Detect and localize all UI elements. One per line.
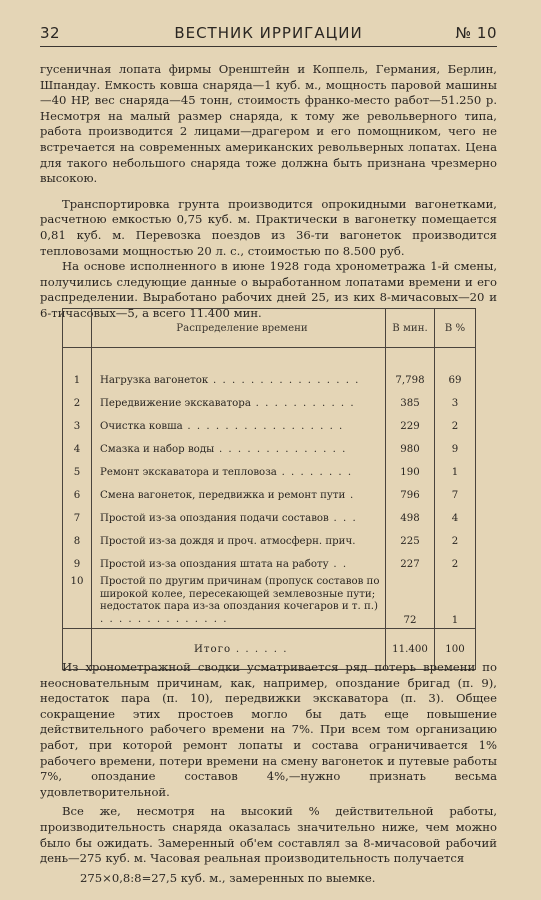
paragraph-productivity: Все же, несмотря на высокий % действительной работы, производительность снаряда оказалась значительно ниже, чем можно было бы ожидать. Замеренный об'ем составлял за 8-мичасовой рабочий день—275 куб. м. Часовая реальная производительность получается [40,804,497,866]
row-number: 3 [63,409,92,432]
row-minutes: 7,798 [386,348,435,387]
row-label: Простой по другим причинам (пропуск составов по широкой колее, пересекающей землевозные пути; недостаток пара из-за опоздания кочегаров и т. п.) [100,576,380,613]
paragraph-transport: Транспортировка грунта производится опрокидными вагонетками, расчетною емкостью 0,75 куб. м. Практически в вагонетку помещается 0,81 куб. м. Перевозка поездов из 36-ти вагонеток производится тепловозами мощностью 20 л. с., стоимостью по 8.500 руб. [40,196,497,258]
row-minutes: 227 [386,547,435,570]
row-minutes: 229 [386,409,435,432]
header-distribution: Распределение времени [92,309,386,348]
leader-dots: . . . . . . . . . . . . . . [214,444,347,455]
table-row [63,386,475,409]
leader-dots: . . . . . . [231,643,288,655]
leader-dots: . . [328,559,348,570]
header-percent: В % [435,309,476,348]
header-minutes: В мин. [386,309,435,348]
leader-dots: . . . . . . . . . . . [250,398,356,409]
row-label: Простой из-за опоздания подачи составов [100,513,329,524]
row-minutes: 980 [386,432,435,455]
row-number: 5 [63,455,92,478]
row-minutes: 385 [386,386,435,409]
paragraph-excavator: гусеничная лопата фирмы Оренштейн и Коппель, Германия, Берлин, Шпандау. Емкость ковша снаряда—1 куб. м., мощность паровой машины—40 HP, вес снаряда—45 тонн, стоимость франко-место работ—51.250 р. Несмотря на малый размер снаряда, к тому же револьверного типа, работа производится 2 лицами—драгером и его помощником, чего не встречается на современных американских револьверных лопатах. Цена для такого небольшого снаряда тоже должна быть признана чрезмерно высокою. [40,62,497,186]
row-number: 4 [63,432,92,455]
row-label: Простой из-за дождя и проч. атмосферн. прич. [100,536,356,547]
table-row [63,547,475,570]
paragraph-losses: Из хронометражной сводки усматривается ряд потерь времени по неосновательным причинам, как, например, опоздание бригад (п. 9), недостаток пара (п. 10), передвижки экскаватора (п. 3). Общее сокращение этих простоев могло бы дать еще повышение действительного рабочего времени на 7%. При всем том организацию работ, при которой ремонт лопаты и состава ограничивается 1% рабочего времени, потери времени на смену вагонеток и путевые работы 7%, опоздание составов 4%,—нужно признать весьма удовлетворительной. [40,660,497,799]
row-label: Очистка ковша [100,421,183,432]
table-header-row [63,309,475,348]
leader-dots: . . . [328,513,358,524]
productivity-equation: 275×0,8:8=27,5 куб. м., замеренных по выемке. [80,870,376,885]
row-label: Передвижение экскаватора [100,398,251,409]
total-label: Итого [194,643,232,655]
header-number [63,309,92,348]
leader-dots: . . . . . . . . . . . . . . . . . [182,421,344,432]
row-percent: 9 [451,444,459,455]
body-text-top [40,62,497,322]
leader-dots: . . . . . . . . . . . . . . [100,613,228,625]
row-percent: 7 [451,490,459,501]
row-percent: 2 [451,559,459,570]
row-percent: 69 [448,375,462,386]
body-text-bottom [40,660,497,886]
total-minutes: 11.400 [386,629,435,670]
issue-number: № 10 [455,24,497,42]
row-number: 10 [63,570,92,629]
page-number: 32 [40,24,61,42]
leader-dots: . . . . . . . . . . . . . . . . [208,375,360,386]
row-percent: 1 [451,467,459,478]
table-row [63,455,475,478]
table-row [63,570,475,629]
row-label: Ремонт экскаватора и тепловоза [100,467,277,478]
row-percent: 4 [451,513,459,524]
row-label: Простой из-за опоздания штата на работу [100,559,329,570]
total-percent: 100 [435,629,476,670]
table-row [63,432,475,455]
row-minutes: 72 [386,570,435,629]
row-number: 9 [63,547,92,570]
leader-dots: . . . . . . . . [276,467,353,478]
row-percent: 2 [451,536,459,547]
page-header [40,22,497,47]
journal-title: ВЕСТНИК ИРРИГАЦИИ [174,24,363,42]
table-row [63,409,475,432]
row-number: 6 [63,478,92,501]
row-minutes: 190 [386,455,435,478]
time-distribution-table [62,308,476,670]
row-number: 2 [63,386,92,409]
row-number: 7 [63,501,92,524]
row-number: 1 [63,348,92,387]
row-percent: 1 [451,615,459,627]
table-row [63,501,475,524]
table-row [63,524,475,547]
table-row [63,478,475,501]
leader-dots: . [345,490,355,501]
row-percent: 3 [451,398,459,409]
row-label: Нагрузка вагонеток [100,375,209,386]
row-minutes: 796 [386,478,435,501]
row-minutes: 498 [386,501,435,524]
row-label: Смена вагонеток, передвижка и ремонт пути [100,490,346,501]
paragraph-timing: На основе исполненного в июне 1928 года хронометража 1-й смены, получились следующие данные о выработанном лопатами времени и его распределении. Выработано рабочих дней 25, из ких 8-мичасовых—20 и 6-тичасовых—5, а всего 11.400 мин. [40,259,497,320]
row-number: 8 [63,524,92,547]
row-minutes: 225 [386,524,435,547]
row-label: Смазка и набор воды [100,444,215,455]
row-percent: 2 [451,421,459,432]
table-row [63,348,475,387]
